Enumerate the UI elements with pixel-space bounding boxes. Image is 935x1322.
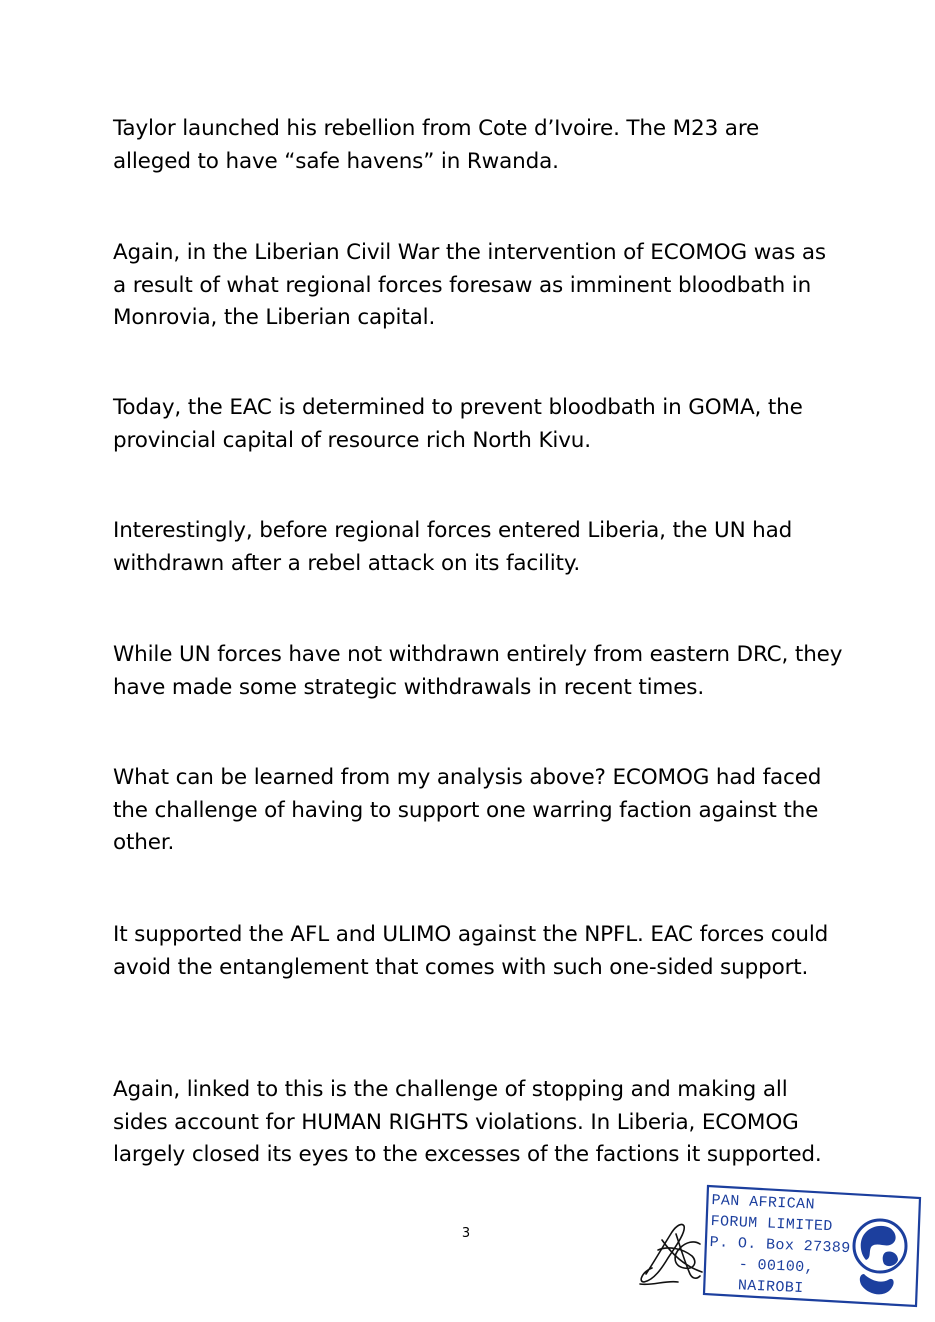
paragraph-5: While UN forces have not withdrawn entirely from eastern DRC, they have made some strategic withdrawals in recent times. xyxy=(113,642,843,700)
paragraph-2: Again, in the Liberian Civil War the intervention of ECOMOG was as a result of what regional forces foresaw as imminent bloodbath in Monrovia, the Liberian capital. xyxy=(113,240,826,330)
paragraph-4: Interestingly, before regional forces entered Liberia, the UN had withdrawn after a rebel attack on its facility. xyxy=(113,518,793,576)
stamp-text xyxy=(707,1190,861,1301)
paragraph-8: Again, linked to this is the challenge of stopping and making all sides account for HUMAN RIGHTS violations. In Liberia, ECOMOG largely closed its eyes to the excesses of the factions it supported. xyxy=(113,1077,822,1167)
stamp-line-5: NAIROBI xyxy=(737,1277,804,1298)
paragraph-3: Today, the EAC is determined to prevent bloodbath in GOMA, the provincial capital of resource rich North Kivu. xyxy=(113,395,803,453)
page-number: 3 xyxy=(461,1226,471,1241)
stamp-line-1: PAN AFRICAN xyxy=(711,1191,816,1214)
stamp-line-4: - 00100, xyxy=(738,1256,815,1277)
stamp-line-3: P. O. Box 27389 xyxy=(709,1233,851,1258)
paragraph-6: What can be learned from my analysis above? ECOMOG had faced the challenge of having to support one warring faction against the other. xyxy=(113,765,822,855)
paragraph-1: Taylor launched his rebellion from Cote d’Ivoire. The M23 are alleged to have “safe havens” in Rwanda. xyxy=(113,116,760,174)
stamp-line-2: FORUM LIMITED xyxy=(710,1212,834,1236)
paragraph-7: It supported the AFL and ULIMO against the NPFL. EAC forces could avoid the entanglement that comes with such one-sided support. xyxy=(113,922,829,980)
globe-hand-logo-icon xyxy=(854,1220,906,1294)
